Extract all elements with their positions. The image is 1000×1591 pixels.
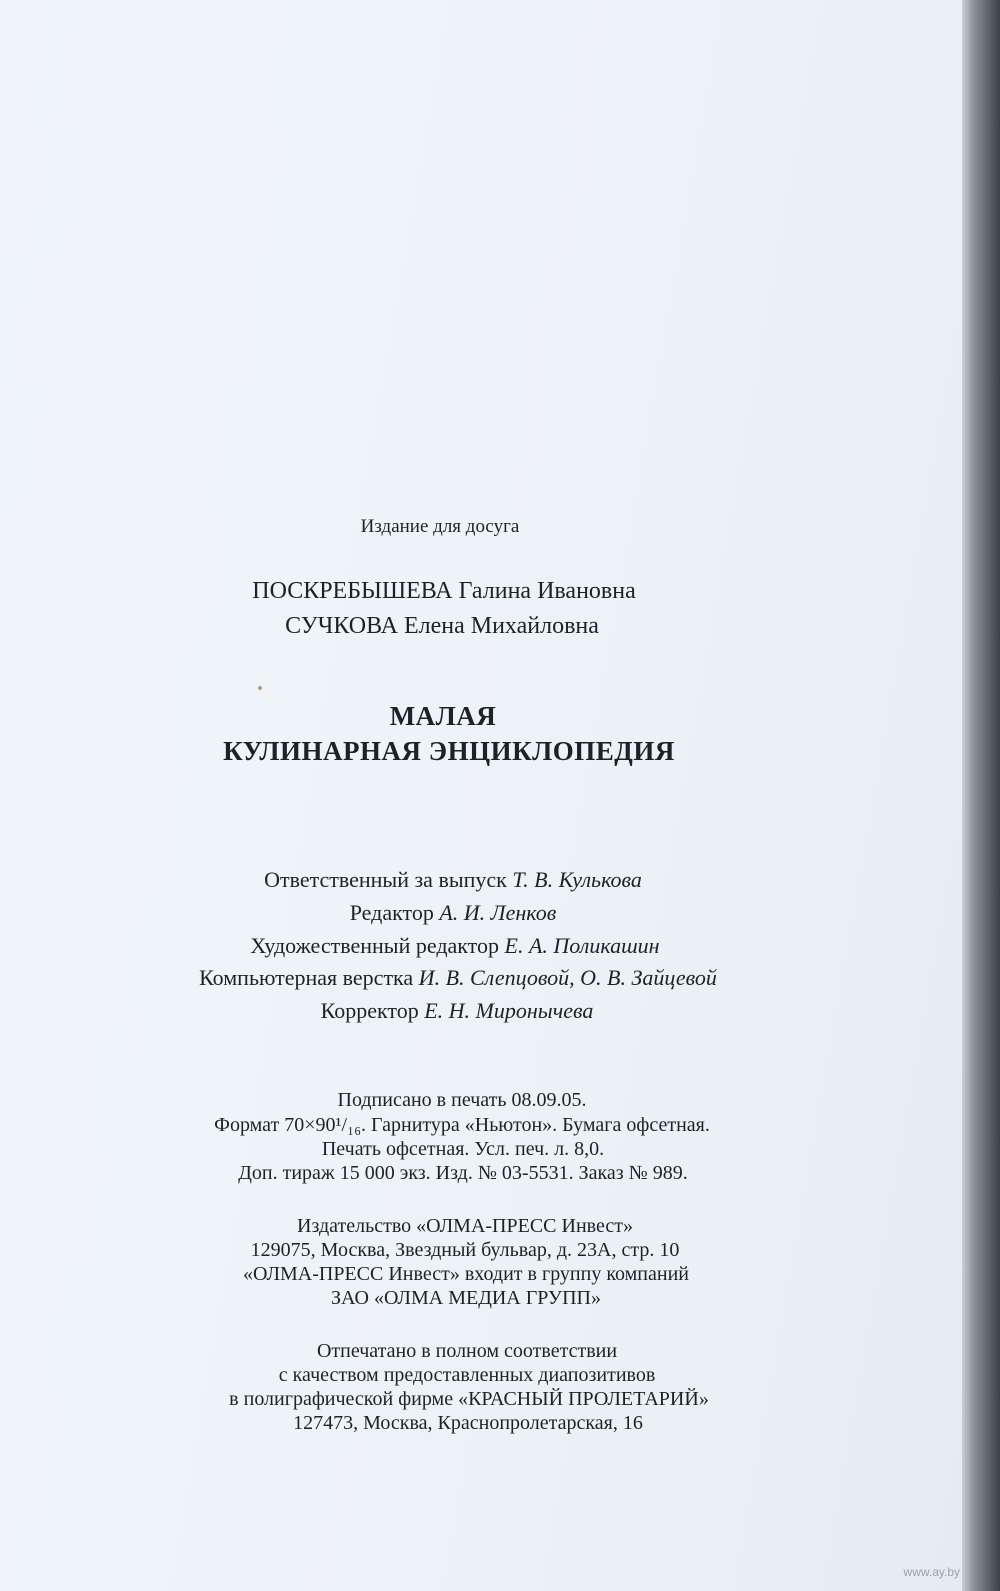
credit-line-2: [350, 902, 557, 924]
book-title-line-1: МАЛАЯ: [389, 701, 497, 731]
publisher-line-4: ЗАО «ОЛМА МЕДИА ГРУПП»: [331, 1287, 601, 1309]
edition-note: Издание для досуга: [360, 516, 520, 537]
credit-person: Е. А. Поликашин: [504, 933, 660, 958]
credit-line-4: [199, 967, 717, 989]
credit-line-3: [250, 935, 659, 957]
credit-role: Художественный редактор: [250, 933, 500, 958]
printer-line-2: с качеством предоставленных диапозитивов: [278, 1364, 656, 1386]
credit-role: Компьютерная верстка: [199, 965, 414, 990]
print-details-line-1: Подписано в печать 08.09.05.: [337, 1089, 587, 1111]
author-2-surname: СУЧКОВА: [285, 613, 398, 639]
credit-line-1: [264, 869, 642, 891]
author-1: [252, 579, 636, 603]
author-1-name: Галина Ивановна: [458, 578, 636, 604]
publisher-line-1: Издательство «ОЛМА-ПРЕСС Инвест»: [297, 1215, 633, 1237]
credit-person: Т. В. Кулькова: [512, 867, 642, 892]
printer-line-1: Отпечатано в полном соответствии: [316, 1340, 618, 1362]
watermark: www.ay.by: [903, 1565, 960, 1579]
print-details-line-2: Формат 70×90¹/₁₆. Гарнитура «Ньютон». Бумага офсетная.: [214, 1114, 710, 1136]
publisher-line-3: «ОЛМА-ПРЕСС Инвест» входит в группу компаний: [242, 1263, 690, 1285]
author-1-surname: ПОСКРЕБЫШЕВА: [252, 578, 453, 604]
credit-line-5: [321, 1000, 594, 1022]
credit-person: А. И. Ленков: [439, 900, 557, 925]
author-2-name: Елена Михайловна: [403, 613, 599, 639]
author-2: [285, 614, 599, 638]
book-title-line-2: КУЛИНАРНАЯ ЭНЦИКЛОПЕДИЯ: [223, 736, 675, 766]
credit-person: Е. Н. Мироныч​ева: [424, 998, 594, 1023]
printer-line-3: в полиграфической фирме «КРАСНЫЙ ПРОЛЕТАРИЙ»: [229, 1388, 709, 1410]
page-shadow-edge: [962, 0, 1000, 1591]
print-details-line-3: Печать офсетная. Усл. печ. л. 8,0.: [321, 1138, 605, 1160]
credit-role: Ответственный за выпуск: [264, 867, 507, 892]
publisher-line-2: 129075, Москва, Звездный бульвар, д. 23А, стр. 10: [250, 1239, 680, 1261]
credit-role: Корректор: [320, 998, 419, 1023]
print-details-line-4: Доп. тираж 15 000 экз. Изд. № 03-5531. Заказ № 989.: [238, 1162, 688, 1184]
credit-person: И. В. Слепцовой, О. В. Зайцевой: [418, 965, 717, 990]
paper-speck: [258, 686, 262, 690]
credit-role: Редактор: [349, 900, 434, 925]
printer-line-4: 127473, Москва, Краснопролетарская, 16: [293, 1412, 643, 1434]
